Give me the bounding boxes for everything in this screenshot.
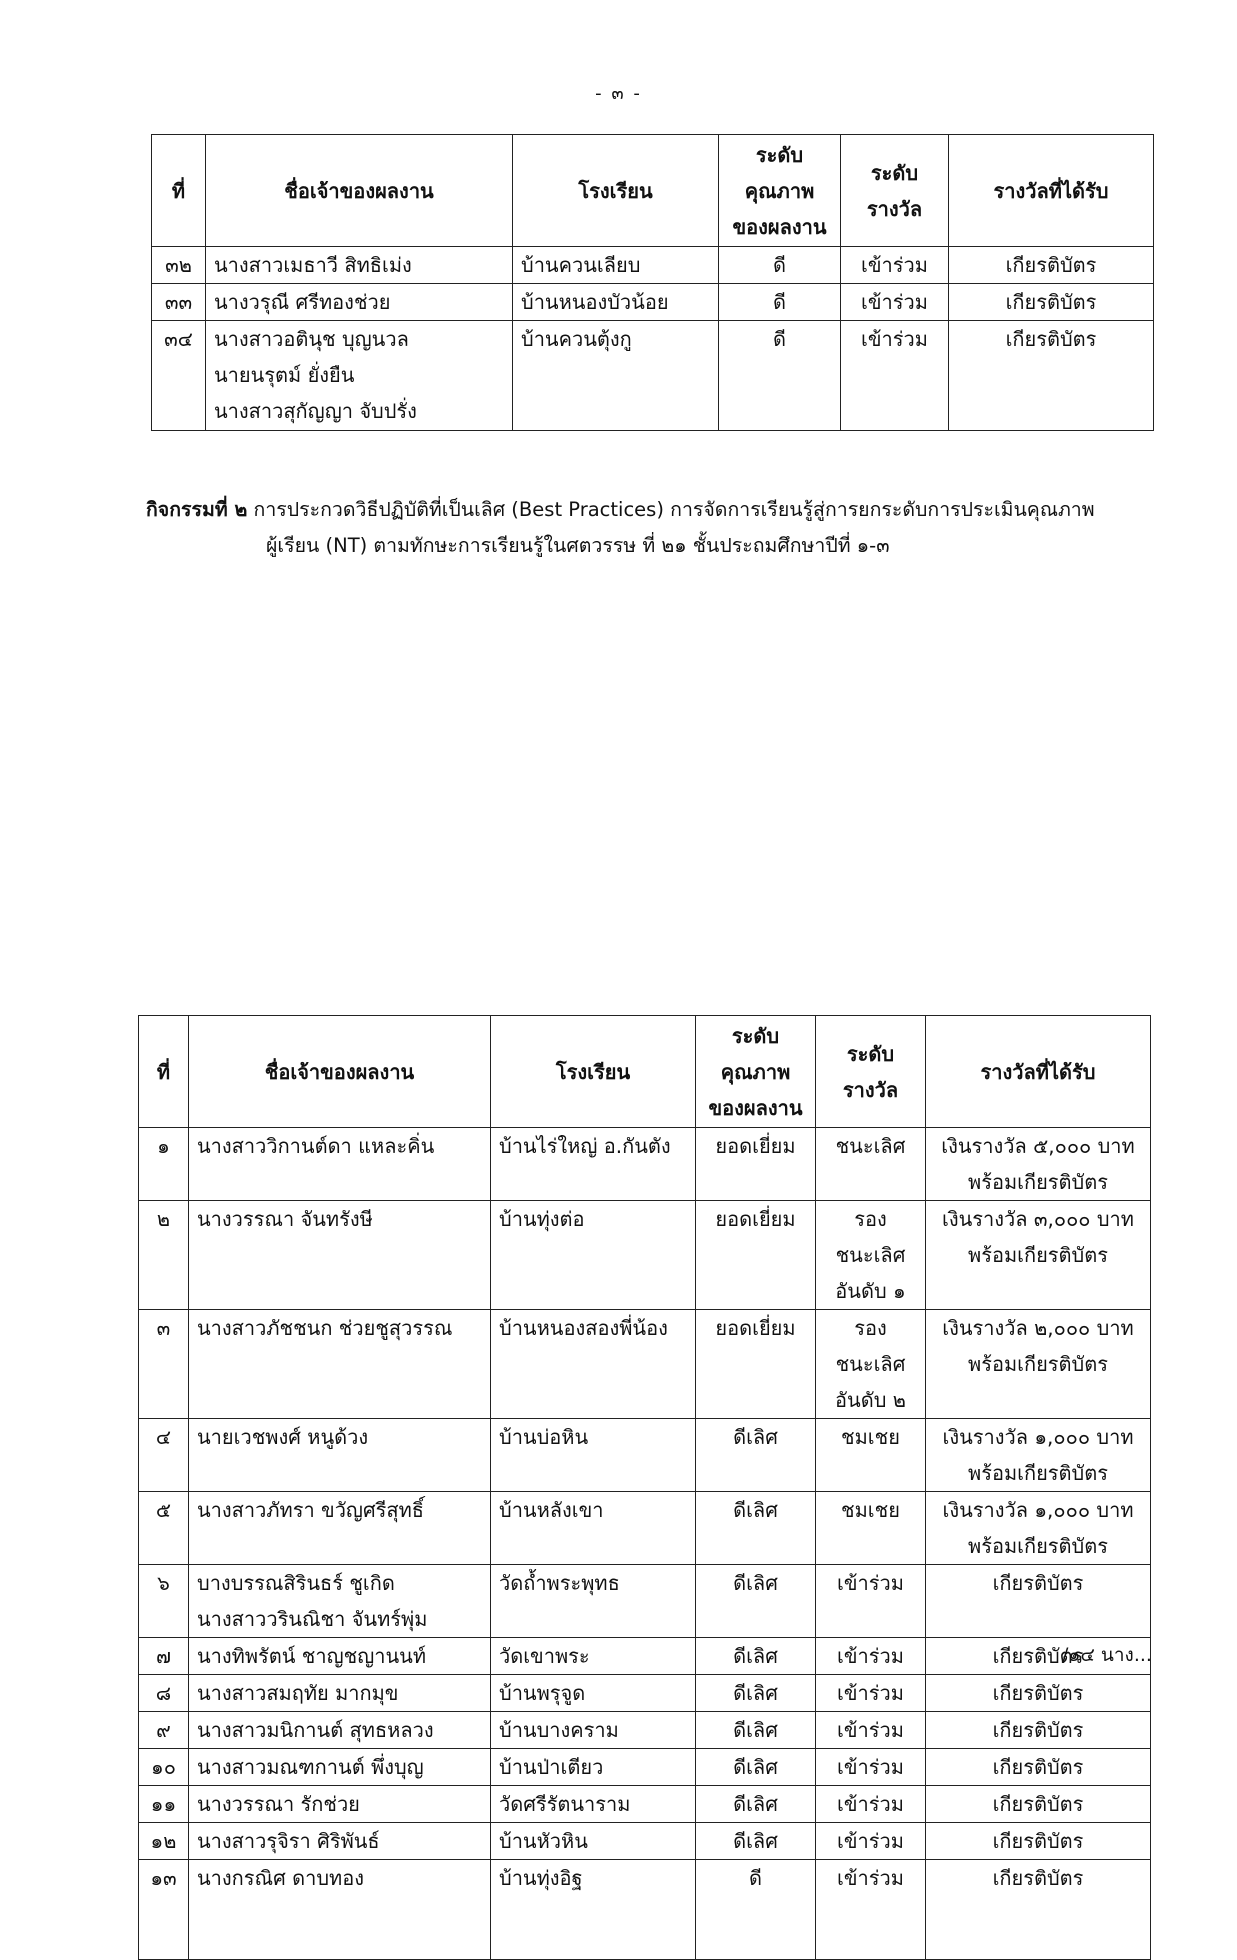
table-row (139, 1201, 1151, 1310)
prize-line: เกียรติบัตร (1005, 290, 1097, 314)
activity-title: การประกวดวิธีปฏิบัติที่เป็นเลิศ (Best Practices) การจัดการเรียนรู้สู่การยกระดับการประเมินคุณภาพ (247, 498, 1095, 521)
award-level-line: เข้าร่วม (837, 1571, 904, 1595)
owner-name: นางวรรณา รักช่วย (197, 1792, 360, 1816)
owner-name: นางสาววรินณิชา จันทร์พุ่ม (197, 1607, 428, 1631)
award-level-line: เข้าร่วม (837, 1829, 904, 1853)
award-level (816, 1128, 926, 1201)
table2-body (139, 1128, 1151, 1960)
table-header-row (152, 135, 1154, 247)
award-level-line: เข้าร่วม (837, 1792, 904, 1816)
header-quality-line: ระดับ (731, 1023, 780, 1048)
owner-names (189, 1860, 491, 1960)
school-name: บ้านหนองบัวน้อย (513, 284, 719, 321)
prize (926, 1419, 1151, 1492)
award-level-line: เข้าร่วม (837, 1644, 904, 1668)
award-level-line: รอง (854, 1207, 887, 1231)
prize (926, 1565, 1151, 1638)
owner-names (189, 1492, 491, 1565)
prize (926, 1749, 1151, 1786)
table-row (152, 284, 1154, 321)
owner-name: นางสาวสุกัญญา จับปรั่ง (214, 399, 417, 423)
row-number: ๘ (139, 1675, 189, 1712)
owner-name: นางสาวภัชชนก ช่วยชูสุวรรณ (197, 1316, 453, 1340)
owner-names (189, 1419, 491, 1492)
prize-line: เกียรติบัตร (992, 1792, 1084, 1816)
row-number: ๒ (139, 1201, 189, 1310)
prize-line: เกียรติบัตร (992, 1571, 1084, 1595)
header-quality-line: คุณภาพ (744, 178, 815, 203)
prize-line: เกียรติบัตร (992, 1644, 1084, 1668)
award-level (816, 1712, 926, 1749)
owner-name: นางสาวภัทรา ขวัญศรีสุทธิ์ (197, 1498, 425, 1522)
prize-line: พร้อมเกียรติบัตร (968, 1461, 1108, 1485)
quality-level: ดีเลิศ (696, 1419, 816, 1492)
quality-level: ดี (696, 1860, 816, 1960)
table-row (139, 1860, 1151, 1960)
award-level (816, 1823, 926, 1860)
table-row (139, 1638, 1151, 1675)
owner-names (189, 1201, 491, 1310)
award-table-1 (151, 134, 1154, 431)
owner-names (189, 1675, 491, 1712)
award-level-line: รอง (854, 1316, 887, 1340)
header-award-level (841, 135, 949, 247)
quality-level: ดีเลิศ (696, 1749, 816, 1786)
award-level-line: ชมเชย (841, 1498, 900, 1522)
header-award-level-line: รางวัล (842, 1077, 899, 1102)
row-number: ๑๒ (139, 1823, 189, 1860)
prize-line: เกียรติบัตร (1005, 327, 1097, 351)
quality-level: ดี (719, 247, 841, 284)
row-number: ๑๐ (139, 1749, 189, 1786)
quality-level: ดีเลิศ (696, 1786, 816, 1823)
school-name: วัดถ้ำพระพุทธ (491, 1565, 696, 1638)
owner-names (189, 1310, 491, 1419)
activity-heading (146, 492, 1156, 564)
award-level-line: เข้าร่วม (861, 253, 928, 277)
school-name: วัดศรีรัตนาราม (491, 1786, 696, 1823)
owner-name: นางสาวรุจิรา ศิริพันธ์ (197, 1829, 380, 1853)
quality-level: ดีเลิศ (696, 1492, 816, 1565)
prize-line: เกียรติบัตร (1005, 253, 1097, 277)
header-quality (696, 1016, 816, 1128)
owner-names (206, 284, 513, 321)
school-name: บ้านบางคราม (491, 1712, 696, 1749)
school-name: บ้านควนตุ้งกู (513, 321, 719, 431)
header-award-level-line: รางวัล (866, 196, 923, 221)
header-quality (719, 135, 841, 247)
quality-level: ยอดเยี่ยม (696, 1201, 816, 1310)
award-level (816, 1419, 926, 1492)
row-number: ๗ (139, 1638, 189, 1675)
table-row (139, 1675, 1151, 1712)
header-prize: รางวัลที่ได้รับ (926, 1016, 1151, 1128)
header-no: ที่ (139, 1016, 189, 1128)
prize-line: พร้อมเกียรติบัตร (968, 1170, 1108, 1194)
owner-name: นางวรุณี ศรีทองช่วย (214, 290, 391, 314)
school-name: บ้านหลังเขา (491, 1492, 696, 1565)
quality-level: ดี (719, 321, 841, 431)
row-number: ๓ (139, 1310, 189, 1419)
table-row (139, 1310, 1151, 1419)
prize-line: พร้อมเกียรติบัตร (968, 1352, 1108, 1376)
owner-names (189, 1638, 491, 1675)
continuation-note: /๑๔ นาง... (1062, 1644, 1152, 1666)
award-level-line: เข้าร่วม (837, 1755, 904, 1779)
award-table-2 (138, 1015, 1151, 1960)
table-row (139, 1823, 1151, 1860)
prize (926, 1786, 1151, 1823)
prize (926, 1492, 1151, 1565)
award-level-line: ชนะเลิศ (835, 1243, 906, 1267)
award-level-line: ชนะเลิศ (835, 1134, 906, 1158)
owner-names (189, 1712, 491, 1749)
row-number: ๙ (139, 1712, 189, 1749)
award-level (816, 1675, 926, 1712)
award-level (816, 1786, 926, 1823)
prize (926, 1823, 1151, 1860)
owner-name: นางกรณิศ ดาบทอง (197, 1866, 365, 1890)
school-name: บ้านบ่อหิน (491, 1419, 696, 1492)
prize-line: พร้อมเกียรติบัตร (968, 1534, 1108, 1558)
award-level-line: อันดับ ๑ (835, 1279, 906, 1303)
prize-line: เงินรางวัล ๒,๐๐๐ บาท (942, 1316, 1134, 1340)
prize (926, 1201, 1151, 1310)
school-name: บ้านทุ่งต่อ (491, 1201, 696, 1310)
quality-level: ดีเลิศ (696, 1823, 816, 1860)
award-level (841, 321, 949, 431)
school-name: บ้านหนองสองพี่น้อง (491, 1310, 696, 1419)
school-name: บ้านควนเลียบ (513, 247, 719, 284)
row-number: ๕ (139, 1492, 189, 1565)
school-name: บ้านป่าเตียว (491, 1749, 696, 1786)
prize-line: เงินรางวัล ๑,๐๐๐ บาท (942, 1498, 1134, 1522)
quality-level: ดีเลิศ (696, 1638, 816, 1675)
award-level (816, 1749, 926, 1786)
owner-names (189, 1823, 491, 1860)
award-level (841, 284, 949, 321)
row-number: ๓๓ (152, 284, 206, 321)
owner-names (206, 321, 513, 431)
owner-names (206, 247, 513, 284)
award-level-line: เข้าร่วม (837, 1866, 904, 1890)
quality-level: ดีเลิศ (696, 1565, 816, 1638)
owner-name: นางสาวสมฤทัย มากมุข (197, 1681, 399, 1705)
prize-line: เงินรางวัล ๕,๐๐๐ บาท (941, 1134, 1135, 1158)
header-no: ที่ (152, 135, 206, 247)
prize (926, 1310, 1151, 1419)
prize-line: เกียรติบัตร (992, 1681, 1084, 1705)
header-award-level-line: ระดับ (846, 1041, 895, 1066)
quality-level: ดีเลิศ (696, 1675, 816, 1712)
table-row (139, 1565, 1151, 1638)
activity-label: กิจกรรมที่ ๒ (146, 498, 248, 521)
table-row (139, 1749, 1151, 1786)
owner-name: นายนรุตม์ ยั่งยืน (214, 363, 355, 387)
header-school: โรงเรียน (513, 135, 719, 247)
school-name: บ้านพรุจูด (491, 1675, 696, 1712)
activity-title-continued: ผู้เรียน (NT) ตามทักษะการเรียนรู้ในศตวรรษ ที่ ๒๑ ชั้นประถมศึกษาปีที่ ๑-๓ (266, 534, 890, 557)
award-level-line: ชนะเลิศ (835, 1352, 906, 1376)
award-level (816, 1492, 926, 1565)
prize-line: เกียรติบัตร (992, 1866, 1084, 1890)
owner-name: นางวรรณา จันทรังษี (197, 1207, 373, 1231)
award-level-line: ชมเชย (841, 1425, 900, 1449)
row-number: ๑๓ (139, 1860, 189, 1960)
prize-line: เกียรติบัตร (992, 1829, 1084, 1853)
prize-line: เงินรางวัล ๑,๐๐๐ บาท (942, 1425, 1134, 1449)
award-level-line: อันดับ ๒ (835, 1388, 906, 1412)
table-row (139, 1492, 1151, 1565)
header-owner: ชื่อเจ้าของผลงาน (189, 1016, 491, 1128)
prize (926, 1675, 1151, 1712)
prize (926, 1712, 1151, 1749)
row-number: ๑๑ (139, 1786, 189, 1823)
table-row (152, 321, 1154, 431)
table1-body (152, 247, 1154, 431)
header-prize: รางวัลที่ได้รับ (949, 135, 1154, 247)
prize-line: เงินรางวัล ๓,๐๐๐ บาท (942, 1207, 1134, 1231)
header-owner: ชื่อเจ้าของผลงาน (206, 135, 513, 247)
prize-line: พร้อมเกียรติบัตร (968, 1243, 1108, 1267)
table-row (139, 1712, 1151, 1749)
owner-name: นางสาวอตินุช บุญนวล (214, 327, 409, 351)
row-number: ๖ (139, 1565, 189, 1638)
quality-level: ดี (719, 284, 841, 321)
owner-name: นางทิพรัตน์ ชาญชญานนท์ (197, 1644, 427, 1668)
owner-names (189, 1786, 491, 1823)
owner-name: นางสาวมนิกานต์ สุทธหลวง (197, 1718, 434, 1742)
row-number: ๓๒ (152, 247, 206, 284)
school-name: บ้านหัวหิน (491, 1823, 696, 1860)
award-level (816, 1860, 926, 1960)
row-number: ๑ (139, 1128, 189, 1201)
award-level-line: เข้าร่วม (861, 327, 928, 351)
school-name: บ้านทุ่งอิฐ (491, 1860, 696, 1960)
award-level (816, 1310, 926, 1419)
owner-names (189, 1565, 491, 1638)
owner-name: บางบรรณสิรินธร์ ชูเกิด (197, 1571, 395, 1595)
quality-level: ดีเลิศ (696, 1712, 816, 1749)
owner-names (189, 1749, 491, 1786)
header-quality-line: ของผลงาน (708, 1095, 803, 1120)
quality-level: ยอดเยี่ยม (696, 1128, 816, 1201)
award-level (816, 1638, 926, 1675)
prize-line: เกียรติบัตร (992, 1755, 1084, 1779)
row-number: ๔ (139, 1419, 189, 1492)
header-school: โรงเรียน (491, 1016, 696, 1128)
quality-level: ยอดเยี่ยม (696, 1310, 816, 1419)
award-level-line: เข้าร่วม (837, 1681, 904, 1705)
owner-name: นางสาวเมธาวี สิทธิเม่ง (214, 253, 412, 277)
table-row (152, 247, 1154, 284)
school-name: วัดเขาพระ (491, 1638, 696, 1675)
header-award-level-line: ระดับ (870, 160, 919, 185)
table-row (139, 1786, 1151, 1823)
owner-name: นางสาววิกานต์ดา แหละคิ่น (197, 1134, 435, 1158)
table-row (139, 1128, 1151, 1201)
prize (926, 1860, 1151, 1960)
owner-names (189, 1128, 491, 1201)
page-number: - ๓ - (595, 83, 642, 104)
prize (926, 1128, 1151, 1201)
row-number: ๓๔ (152, 321, 206, 431)
table-row (139, 1419, 1151, 1492)
award-level (841, 247, 949, 284)
award-level-line: เข้าร่วม (861, 290, 928, 314)
prize (949, 321, 1154, 431)
prize (949, 284, 1154, 321)
school-name: บ้านไร่ใหญ่ อ.กันตัง (491, 1128, 696, 1201)
owner-name: นางสาวมณฑกานต์ พึ่งบุญ (197, 1755, 424, 1779)
owner-name: นายเวชพงศ์ หนูด้วง (197, 1425, 369, 1449)
award-level (816, 1201, 926, 1310)
table-header-row (139, 1016, 1151, 1128)
header-quality-line: ระดับ (755, 142, 804, 167)
header-award-level (816, 1016, 926, 1128)
header-quality-line: ของผลงาน (732, 214, 827, 239)
header-quality-line: คุณภาพ (720, 1059, 791, 1084)
prize-line: เกียรติบัตร (992, 1718, 1084, 1742)
award-level-line: เข้าร่วม (837, 1718, 904, 1742)
award-level (816, 1565, 926, 1638)
prize (949, 247, 1154, 284)
